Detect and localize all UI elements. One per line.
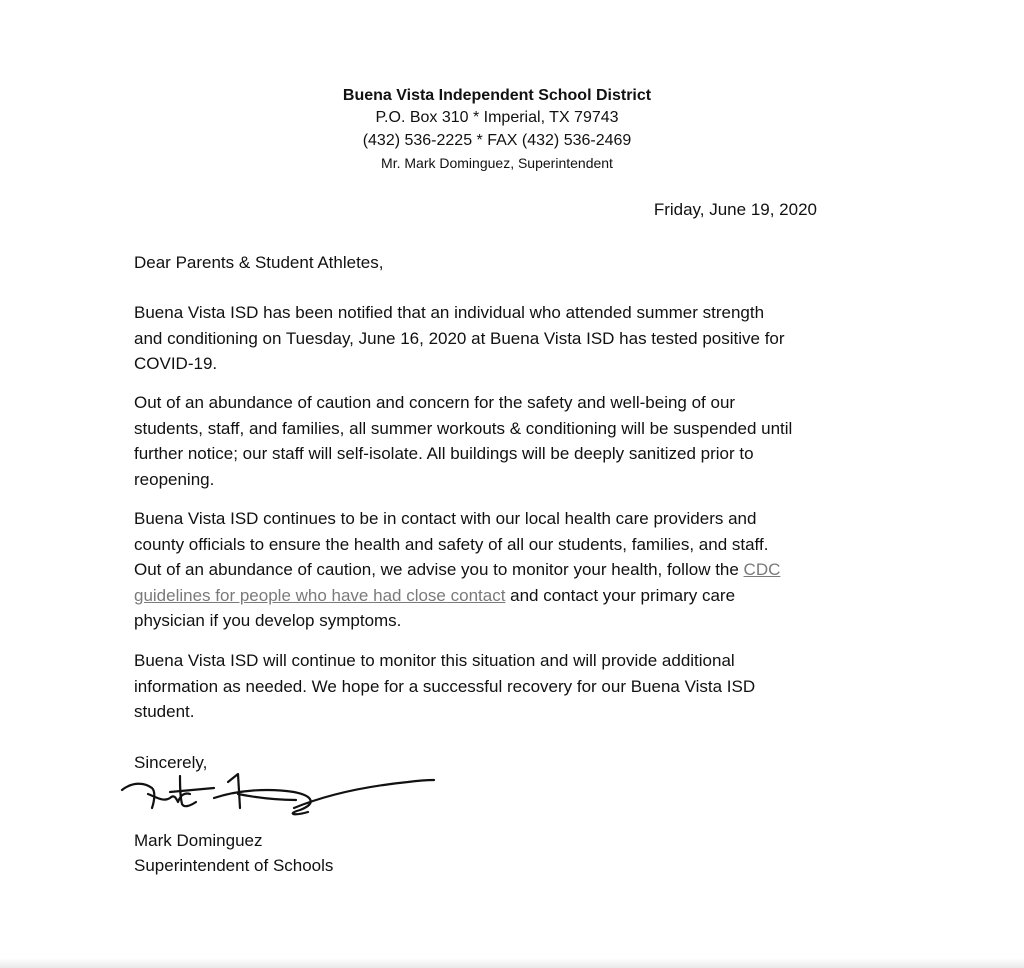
superintendent-line: Mr. Mark Dominguez, Superintendent: [381, 155, 613, 171]
paragraph-text: and contact your primary care: [505, 585, 736, 605]
paragraph-line: information as needed. We hope for a successful recovery for our Buena Vista ISD: [134, 676, 756, 696]
paragraph-line: [134, 557, 874, 583]
salutation: Dear Parents & Student Athletes,: [134, 253, 384, 272]
scan-bottom-edge: [0, 958, 1024, 968]
paragraph-line: Buena Vista ISD will continue to monitor this situation and will provide additional: [134, 651, 735, 670]
handwritten-signature: [118, 768, 448, 828]
paragraph-line: Out of an abundance of caution and concern for the safety and well-being of our: [134, 393, 736, 412]
paragraph-line: COVID-19.: [134, 354, 218, 374]
paragraph-line: [134, 583, 874, 609]
paragraph-line: student.: [134, 702, 195, 722]
signer-name: Mark Dominguez: [134, 831, 263, 850]
paragraph-line: county officials to ensure the health and safety of all our students, families, and staff.: [134, 534, 769, 554]
paragraph-notification: [134, 300, 874, 377]
paragraph-line: further notice; our staff will self-isolate. All buildings will be deeply sanitized prior to: [134, 444, 754, 464]
cdc-guidelines-link-continued[interactable]: guidelines for people who have had close contact: [134, 585, 506, 605]
letter-date: Friday, June 19, 2020: [653, 200, 817, 219]
paragraph-suspension: [134, 390, 874, 492]
district-address: P.O. Box 310 * Imperial, TX 79743: [375, 109, 619, 126]
signer-title: Superintendent of Schools: [134, 856, 334, 875]
paragraph-text: Out of an abundance of caution, we advise you to monitor your health, follow the: [134, 560, 744, 580]
closing: Sincerely,: [134, 753, 208, 772]
paragraph-line: and conditioning on Tuesday, June 16, 2020 at Buena Vista ISD has tested positive for: [134, 328, 785, 348]
paragraph-health-guidance: [134, 506, 874, 634]
paragraph-line: reopening.: [134, 469, 215, 489]
paragraph-line: Buena Vista ISD continues to be in contact with our local health care providers and: [134, 509, 757, 528]
district-phone-fax: (432) 536-2225 * FAX (432) 536-2469: [362, 132, 632, 149]
cdc-guidelines-link[interactable]: CDC: [743, 560, 781, 580]
paragraph-line: students, staff, and families, all summer workouts & conditioning will be suspended until: [134, 418, 793, 438]
paragraph-monitoring: [134, 648, 874, 725]
district-name: Buena Vista Independent School District: [342, 87, 652, 104]
letterhead: [0, 86, 994, 175]
paragraph-line: physician if you develop symptoms.: [134, 611, 402, 631]
paragraph-line: Buena Vista ISD has been notified that an individual who attended summer strength: [134, 303, 765, 322]
